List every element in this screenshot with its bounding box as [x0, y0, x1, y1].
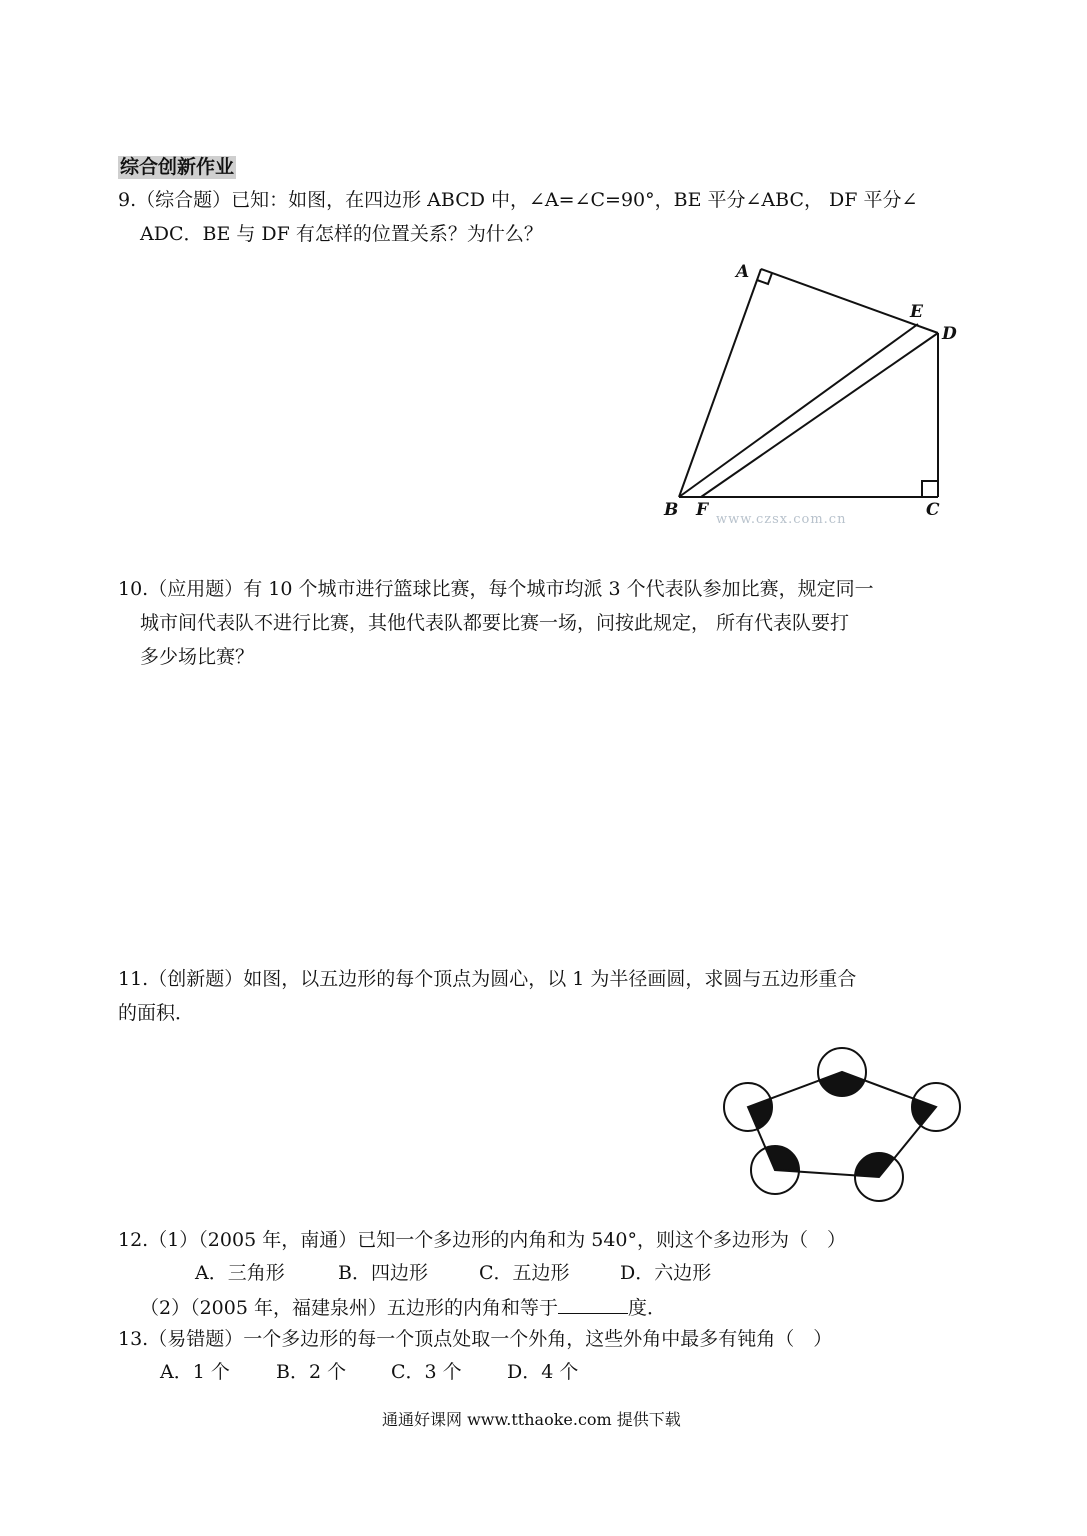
q12-part-2-prefix: （2）（2005 年，福建泉州）五边形的内角和等于	[140, 1297, 558, 1319]
segment-BE	[679, 324, 918, 497]
q12-answer-blank	[558, 1297, 628, 1314]
label-B: B	[664, 500, 679, 520]
q9-line-1: 9.（综合题）已知：如图，在四边形 ABCD 中，∠A=∠C=90°，BE 平分∠ABC， DF 平分∠	[118, 189, 918, 211]
q12-option-a: A．三角形	[195, 1262, 285, 1284]
q13-stem: 13.（易错题）一个多边形的每一个顶点处取一个外角，这些外角中最多有钝角（ ）	[118, 1328, 833, 1350]
q12-option-d: D．六边形	[620, 1262, 712, 1284]
segment-DF	[701, 333, 938, 497]
label-A: A	[736, 262, 750, 282]
label-E: E	[910, 302, 923, 322]
page-footer: 通通好课网 www.tthaoke.com 提供下载	[382, 1410, 681, 1429]
segment-AD	[761, 269, 938, 333]
label-F: F	[696, 500, 709, 520]
q11-line-1: 11.（创新题）如图，以五边形的每个顶点为圆心，以 1 为半径画圆，求圆与五边形重合	[118, 968, 857, 990]
q12-option-c: C．五边形	[479, 1262, 570, 1284]
q11-line-2: 的面积．	[118, 1002, 195, 1024]
q12-part-2	[140, 1297, 666, 1318]
q12-part-1: 12.（1）（2005 年，南通）已知一个多边形的内角和为 540°，则这个多边形为（ ）	[118, 1229, 847, 1251]
right-angle-C	[922, 481, 938, 497]
q13-option-b: B．2 个	[276, 1361, 347, 1383]
label-C: C	[926, 500, 940, 520]
q9-line-2: ADC．BE 与 DF 有怎样的位置关系？为什么？	[140, 223, 543, 245]
label-D: D	[942, 324, 957, 344]
q13-option-c: C．3 个	[391, 1361, 462, 1383]
shaded-sector	[820, 1072, 865, 1096]
q13-option-a: A．1 个	[160, 1361, 230, 1383]
q9-quadrilateral-figure	[650, 255, 970, 530]
q12-option-b: B．四边形	[338, 1262, 428, 1284]
q11-pentagon-figure	[705, 1030, 980, 1220]
q12-part-2-suffix: 度．	[627, 1297, 666, 1319]
q13-option-d: D．4 个	[507, 1361, 579, 1383]
q10-line-3: 多少场比赛？	[140, 646, 255, 668]
q10-line-1: 10.（应用题）有 10 个城市进行篮球比赛，每个城市均派 3 个代表队参加比赛，规定同一	[118, 578, 874, 600]
q10-line-2: 城市间代表队不进行比赛，其他代表队都要比赛一场，问按此规定， 所有代表队要打	[140, 612, 850, 634]
section-title: 综合创新作业	[120, 156, 235, 178]
figure-watermark: www.czsx.com.cn	[716, 512, 847, 527]
